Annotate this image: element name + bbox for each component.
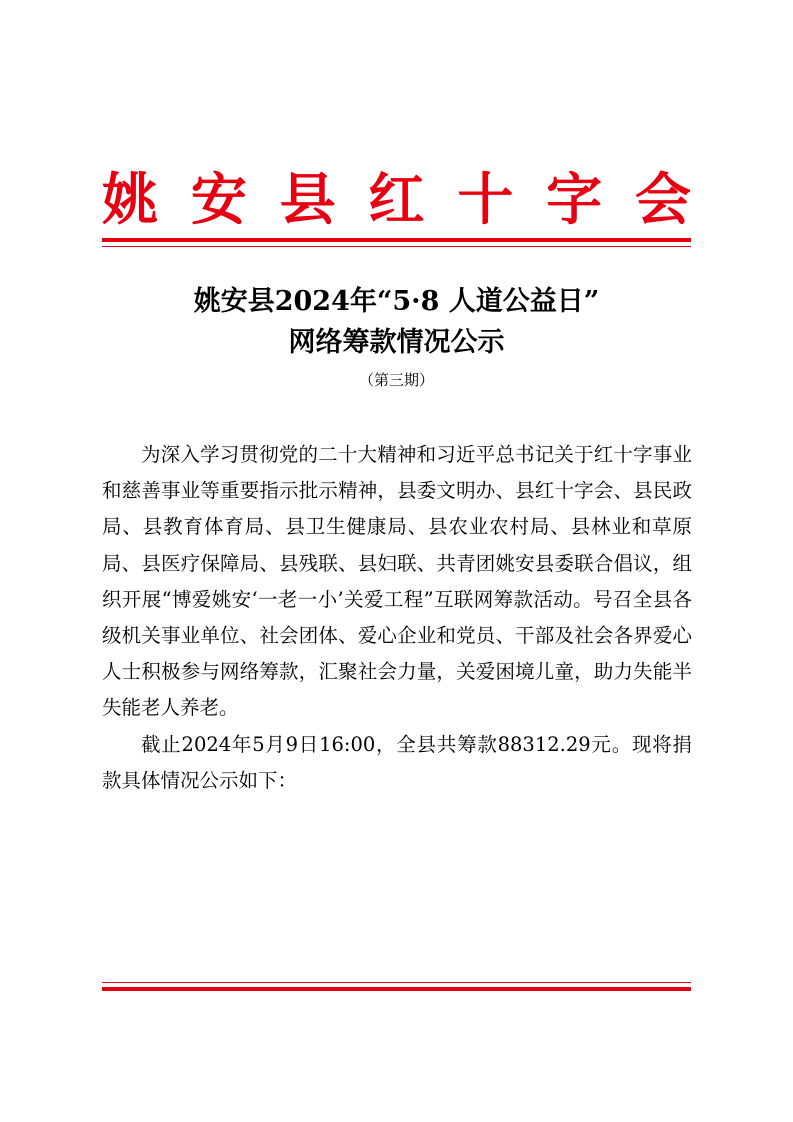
footer-rule-thin [102, 982, 691, 983]
letterhead-char: 会 [634, 167, 691, 233]
letterhead-char: 姚 [102, 167, 158, 233]
letterhead-char: 字 [546, 167, 603, 233]
footer-rule-thick [102, 987, 691, 991]
notice-issue-number: （第三期） [358, 371, 434, 389]
letterhead-char: 十 [457, 167, 514, 233]
letterhead-char: 县 [279, 167, 336, 233]
letterhead-org-name [102, 168, 691, 232]
letterhead-rule-thick [102, 238, 691, 242]
notice-body [102, 437, 692, 799]
body-paragraph-initiative: 为深入学习贯彻党的二十大精神和习近平总书记关于红十字事业和慈善事业等重要指示批示精神，县委文明办、县红十字会、县民政局、县教育体育局、县卫生健康局、县农业农村局、县林业和草原局、县医疗保障局、县残联、县妇联、共青团姚安县委联合倡议，组织开展“博爱姚安‘一老一小’关爱工程”互联网筹款活动。号召全县各级机关事业单位、社会团体、爱心企业和党员、干部及社会各界爱心人士积极参与网络筹款，汇聚社会力量，关爱困境儿童，助力失能半失能老人养老。 [102, 443, 692, 720]
body-paragraph-total: 截止2024年5月9日16:00，全县共筹款88312.29元。现将捐款具体情况公示如下： [102, 732, 692, 792]
notice-title-line1: 姚安县2024年“5·8 人道公益日” [193, 286, 600, 317]
letterhead-char: 红 [368, 167, 425, 233]
letterhead-rule-thin [102, 246, 691, 247]
letterhead-char: 安 [190, 167, 247, 233]
notice-title-line2: 网络筹款情况公示 [288, 327, 505, 358]
